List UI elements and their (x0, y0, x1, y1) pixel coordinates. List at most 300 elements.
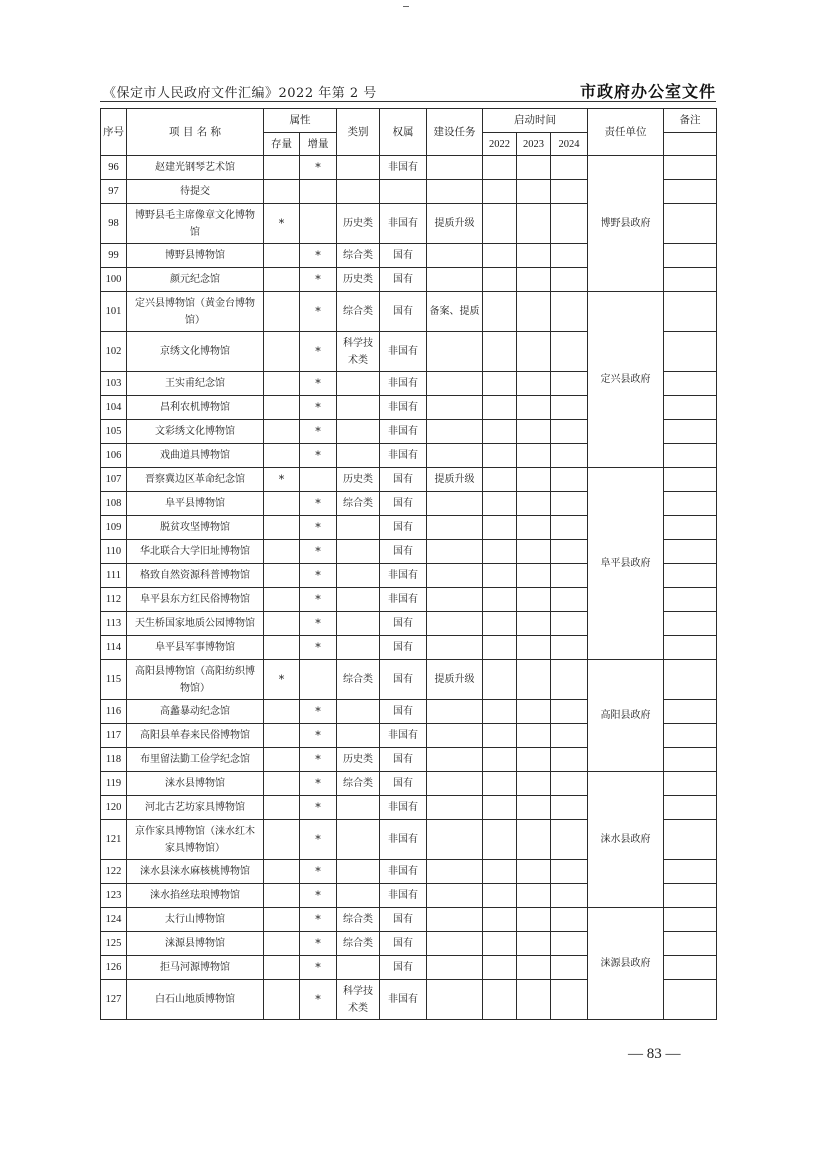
row-remarks (664, 660, 717, 700)
row-start-2022 (483, 956, 517, 980)
row-task (427, 564, 483, 588)
row-start-2024 (551, 772, 588, 796)
row-ownership: 非国有 (380, 372, 427, 396)
row-remarks (664, 492, 717, 516)
row-category (337, 396, 380, 420)
row-category (337, 700, 380, 724)
row-stock (264, 724, 300, 748)
row-task (427, 156, 483, 180)
row-start-2024 (551, 980, 588, 1020)
row-start-2024 (551, 956, 588, 980)
row-name: 天生桥国家地质公园博物馆 (127, 612, 264, 636)
scan-mark (403, 6, 409, 7)
row-start-2023 (517, 564, 551, 588)
row-start-2022 (483, 700, 517, 724)
row-start-2023 (517, 372, 551, 396)
row-category: 历史类 (337, 748, 380, 772)
row-name: 白石山地质博物馆 (127, 980, 264, 1020)
row-category (337, 516, 380, 540)
row-task (427, 932, 483, 956)
row-remarks (664, 772, 717, 796)
row-start-2023 (517, 444, 551, 468)
row-name: 京作家具博物馆（涞水红木家具博物馆） (127, 820, 264, 860)
row-start-2023 (517, 420, 551, 444)
row-ownership: 国有 (380, 516, 427, 540)
row-stock (264, 588, 300, 612)
row-task (427, 332, 483, 372)
row-ownership: 国有 (380, 636, 427, 660)
table-row (101, 468, 717, 492)
row-stock (264, 980, 300, 1020)
row-start-2024 (551, 244, 588, 268)
row-ownership: 国有 (380, 268, 427, 292)
row-start-2023 (517, 396, 551, 420)
row-ownership: 国有 (380, 540, 427, 564)
row-start-2024 (551, 468, 588, 492)
row-category (337, 540, 380, 564)
row-increment: * (300, 820, 337, 860)
row-name: 华北联合大学旧址博物馆 (127, 540, 264, 564)
row-task (427, 516, 483, 540)
row-increment: * (300, 420, 337, 444)
row-increment: * (300, 588, 337, 612)
row-task (427, 268, 483, 292)
row-start-2022 (483, 492, 517, 516)
col-header-remarks: 备注 (664, 109, 717, 133)
row-category (337, 180, 380, 204)
row-category: 综合类 (337, 908, 380, 932)
row-remarks (664, 540, 717, 564)
row-remarks (664, 612, 717, 636)
row-start-2023 (517, 660, 551, 700)
row-start-2023 (517, 956, 551, 980)
row-name: 脱贫攻坚博物馆 (127, 516, 264, 540)
row-task (427, 772, 483, 796)
row-category (337, 372, 380, 396)
row-ownership: 非国有 (380, 860, 427, 884)
row-increment: * (300, 980, 337, 1020)
row-increment (300, 660, 337, 700)
row-task (427, 796, 483, 820)
row-ownership: 非国有 (380, 396, 427, 420)
row-stock (264, 956, 300, 980)
row-remarks (664, 180, 717, 204)
row-remarks (664, 908, 717, 932)
row-task (427, 244, 483, 268)
row-increment: * (300, 564, 337, 588)
row-start-2022 (483, 660, 517, 700)
row-start-2022 (483, 724, 517, 748)
row-name: 涞源县博物馆 (127, 932, 264, 956)
row-category (337, 884, 380, 908)
row-seq: 111 (101, 564, 127, 588)
row-category: 综合类 (337, 660, 380, 700)
row-ownership: 非国有 (380, 820, 427, 860)
row-task (427, 980, 483, 1020)
row-category: 历史类 (337, 468, 380, 492)
row-category (337, 156, 380, 180)
row-name: 格致自然资源科普博物馆 (127, 564, 264, 588)
row-ownership: 国有 (380, 772, 427, 796)
row-task (427, 748, 483, 772)
row-start-2024 (551, 884, 588, 908)
row-category: 综合类 (337, 492, 380, 516)
row-seq: 114 (101, 636, 127, 660)
row-task (427, 492, 483, 516)
row-remarks (664, 588, 717, 612)
row-category: 历史类 (337, 204, 380, 244)
row-task (427, 372, 483, 396)
row-category: 综合类 (337, 292, 380, 332)
row-increment: * (300, 372, 337, 396)
row-name: 阜平县博物馆 (127, 492, 264, 516)
row-start-2022 (483, 180, 517, 204)
row-start-2023 (517, 468, 551, 492)
row-ownership: 国有 (380, 612, 427, 636)
row-remarks (664, 372, 717, 396)
row-start-2022 (483, 372, 517, 396)
responsible-unit: 阜平县政府 (588, 468, 664, 660)
row-name: 定兴县博物馆（黄金台博物馆） (127, 292, 264, 332)
row-remarks (664, 636, 717, 660)
row-name: 博野县博物馆 (127, 244, 264, 268)
row-start-2023 (517, 492, 551, 516)
row-seq: 112 (101, 588, 127, 612)
row-start-2023 (517, 268, 551, 292)
col-header-seq: 序号 (101, 109, 127, 156)
row-name: 昌利农机博物馆 (127, 396, 264, 420)
row-start-2023 (517, 180, 551, 204)
row-start-2024 (551, 636, 588, 660)
row-ownership: 国有 (380, 748, 427, 772)
responsible-unit: 博野县政府 (588, 156, 664, 292)
row-start-2024 (551, 516, 588, 540)
row-task (427, 700, 483, 724)
table-row (101, 660, 717, 700)
row-increment: * (300, 860, 337, 884)
row-increment (300, 180, 337, 204)
row-remarks (664, 748, 717, 772)
col-header-ownership: 权属 (380, 109, 427, 156)
row-name: 文彩绣文化博物馆 (127, 420, 264, 444)
running-header-left: 《保定市人民政府文件汇编》2022 年第 2 号 (103, 86, 377, 101)
row-ownership: 非国有 (380, 884, 427, 908)
row-task (427, 820, 483, 860)
row-name: 涞水掐丝珐琅博物馆 (127, 884, 264, 908)
row-ownership: 非国有 (380, 724, 427, 748)
row-start-2022 (483, 748, 517, 772)
row-seq: 110 (101, 540, 127, 564)
row-start-2024 (551, 660, 588, 700)
row-ownership: 国有 (380, 492, 427, 516)
row-seq: 99 (101, 244, 127, 268)
row-start-2024 (551, 908, 588, 932)
table-row (101, 292, 717, 332)
row-start-2024 (551, 796, 588, 820)
row-task (427, 180, 483, 204)
row-start-2022 (483, 396, 517, 420)
row-stock (264, 292, 300, 332)
col-header-name: 项 目 名 称 (127, 109, 264, 156)
row-stock (264, 420, 300, 444)
row-seq: 124 (101, 908, 127, 932)
row-start-2024 (551, 860, 588, 884)
row-remarks (664, 420, 717, 444)
row-remarks (664, 796, 717, 820)
row-remarks (664, 156, 717, 180)
row-remarks (664, 980, 717, 1020)
row-ownership: 非国有 (380, 588, 427, 612)
col-header-2024: 2024 (551, 133, 588, 156)
table-body (101, 156, 717, 1020)
col-header-2023: 2023 (517, 133, 551, 156)
row-start-2023 (517, 724, 551, 748)
row-seq: 97 (101, 180, 127, 204)
row-start-2023 (517, 700, 551, 724)
row-increment: * (300, 244, 337, 268)
row-remarks (664, 956, 717, 980)
row-stock (264, 700, 300, 724)
row-seq: 126 (101, 956, 127, 980)
row-start-2022 (483, 468, 517, 492)
row-start-2024 (551, 724, 588, 748)
table-row (101, 772, 717, 796)
row-start-2023 (517, 748, 551, 772)
row-start-2024 (551, 492, 588, 516)
running-header-right: 市政府办公室文件 (579, 82, 716, 101)
row-category: 综合类 (337, 932, 380, 956)
row-increment: * (300, 612, 337, 636)
row-start-2023 (517, 156, 551, 180)
row-start-2022 (483, 636, 517, 660)
row-ownership: 非国有 (380, 332, 427, 372)
row-increment: * (300, 492, 337, 516)
row-name: 涞水县博物馆 (127, 772, 264, 796)
row-increment: * (300, 772, 337, 796)
row-category (337, 956, 380, 980)
table-row (101, 156, 717, 180)
row-increment: * (300, 724, 337, 748)
row-start-2023 (517, 796, 551, 820)
col-header-stock: 存量 (264, 133, 300, 156)
row-increment: * (300, 748, 337, 772)
row-seq: 106 (101, 444, 127, 468)
row-start-2022 (483, 332, 517, 372)
row-stock (264, 156, 300, 180)
row-ownership: 国有 (380, 956, 427, 980)
row-start-2022 (483, 516, 517, 540)
row-stock (264, 372, 300, 396)
row-stock: * (264, 468, 300, 492)
row-start-2022 (483, 612, 517, 636)
row-category (337, 820, 380, 860)
row-remarks (664, 516, 717, 540)
row-start-2023 (517, 292, 551, 332)
row-seq: 117 (101, 724, 127, 748)
row-task (427, 444, 483, 468)
row-start-2023 (517, 332, 551, 372)
row-start-2023 (517, 540, 551, 564)
row-name: 阜平县东方红民俗博物馆 (127, 588, 264, 612)
row-stock (264, 748, 300, 772)
row-stock (264, 180, 300, 204)
row-remarks (664, 724, 717, 748)
row-start-2022 (483, 980, 517, 1020)
row-start-2023 (517, 636, 551, 660)
row-remarks (664, 700, 717, 724)
row-stock (264, 268, 300, 292)
row-start-2024 (551, 540, 588, 564)
row-start-2022 (483, 860, 517, 884)
row-start-2023 (517, 932, 551, 956)
row-task (427, 860, 483, 884)
row-remarks (664, 932, 717, 956)
row-task (427, 396, 483, 420)
row-start-2024 (551, 204, 588, 244)
table-header-row (101, 109, 717, 133)
col-header-start-time: 启动时间 (483, 109, 588, 133)
row-ownership: 国有 (380, 660, 427, 700)
row-seq: 116 (101, 700, 127, 724)
row-start-2022 (483, 156, 517, 180)
row-seq: 127 (101, 980, 127, 1020)
row-start-2024 (551, 700, 588, 724)
row-seq: 118 (101, 748, 127, 772)
row-increment: * (300, 516, 337, 540)
row-start-2023 (517, 884, 551, 908)
row-ownership: 国有 (380, 932, 427, 956)
row-name: 戏曲道具博物馆 (127, 444, 264, 468)
row-ownership: 非国有 (380, 564, 427, 588)
row-start-2024 (551, 820, 588, 860)
row-stock (264, 932, 300, 956)
row-stock (264, 908, 300, 932)
row-category (337, 612, 380, 636)
row-seq: 108 (101, 492, 127, 516)
row-start-2022 (483, 588, 517, 612)
row-stock (264, 244, 300, 268)
row-start-2024 (551, 292, 588, 332)
row-start-2024 (551, 932, 588, 956)
row-category (337, 796, 380, 820)
row-remarks (664, 396, 717, 420)
row-seq: 123 (101, 884, 127, 908)
row-category: 综合类 (337, 244, 380, 268)
row-stock (264, 492, 300, 516)
row-start-2024 (551, 444, 588, 468)
row-start-2024 (551, 156, 588, 180)
row-start-2022 (483, 268, 517, 292)
row-seq: 119 (101, 772, 127, 796)
row-stock: * (264, 660, 300, 700)
row-start-2023 (517, 820, 551, 860)
row-start-2022 (483, 244, 517, 268)
row-increment: * (300, 268, 337, 292)
row-stock (264, 796, 300, 820)
row-stock: * (264, 204, 300, 244)
row-start-2022 (483, 772, 517, 796)
row-seq: 100 (101, 268, 127, 292)
row-stock (264, 444, 300, 468)
responsible-unit: 定兴县政府 (588, 292, 664, 468)
row-start-2023 (517, 772, 551, 796)
row-start-2022 (483, 292, 517, 332)
row-start-2024 (551, 396, 588, 420)
row-task (427, 724, 483, 748)
row-seq: 103 (101, 372, 127, 396)
row-increment (300, 204, 337, 244)
row-ownership: 非国有 (380, 796, 427, 820)
row-start-2023 (517, 908, 551, 932)
row-increment: * (300, 332, 337, 372)
row-remarks (664, 820, 717, 860)
page-number: — 83 — (628, 1046, 681, 1062)
row-name: 高阳县博物馆（高阳纺织博物馆） (127, 660, 264, 700)
row-ownership: 非国有 (380, 204, 427, 244)
row-name: 高阳县单春来民俗博物馆 (127, 724, 264, 748)
row-task: 提质升级 (427, 660, 483, 700)
row-increment: * (300, 156, 337, 180)
row-seq: 120 (101, 796, 127, 820)
row-category (337, 588, 380, 612)
row-category (337, 420, 380, 444)
row-seq: 122 (101, 860, 127, 884)
row-seq: 98 (101, 204, 127, 244)
row-stock (264, 564, 300, 588)
row-ownership: 非国有 (380, 420, 427, 444)
row-increment: * (300, 956, 337, 980)
responsible-unit: 高阳县政府 (588, 660, 664, 772)
row-remarks (664, 292, 717, 332)
row-start-2024 (551, 420, 588, 444)
row-remarks (664, 444, 717, 468)
row-ownership: 非国有 (380, 980, 427, 1020)
row-task (427, 636, 483, 660)
row-ownership: 国有 (380, 468, 427, 492)
row-remarks (664, 884, 717, 908)
row-seq: 96 (101, 156, 127, 180)
row-seq: 105 (101, 420, 127, 444)
col-header-responsible: 责任单位 (588, 109, 664, 156)
row-category: 科学技术类 (337, 980, 380, 1020)
row-increment: * (300, 396, 337, 420)
row-start-2024 (551, 612, 588, 636)
row-remarks (664, 332, 717, 372)
row-task (427, 908, 483, 932)
row-name: 涞水县涞水麻核桃博物馆 (127, 860, 264, 884)
row-increment: * (300, 700, 337, 724)
row-remarks (664, 564, 717, 588)
row-increment: * (300, 292, 337, 332)
row-increment: * (300, 796, 337, 820)
row-start-2024 (551, 564, 588, 588)
row-remarks (664, 244, 717, 268)
col-header-increment: 增量 (300, 133, 337, 156)
col-header-attribute: 属性 (264, 109, 337, 133)
row-task (427, 540, 483, 564)
row-name: 阜平县军事博物馆 (127, 636, 264, 660)
row-task: 提质升级 (427, 468, 483, 492)
row-start-2023 (517, 980, 551, 1020)
row-seq: 125 (101, 932, 127, 956)
row-ownership: 国有 (380, 244, 427, 268)
table-row (101, 908, 717, 932)
row-start-2024 (551, 588, 588, 612)
row-increment (300, 468, 337, 492)
row-start-2022 (483, 420, 517, 444)
row-seq: 107 (101, 468, 127, 492)
row-seq: 104 (101, 396, 127, 420)
